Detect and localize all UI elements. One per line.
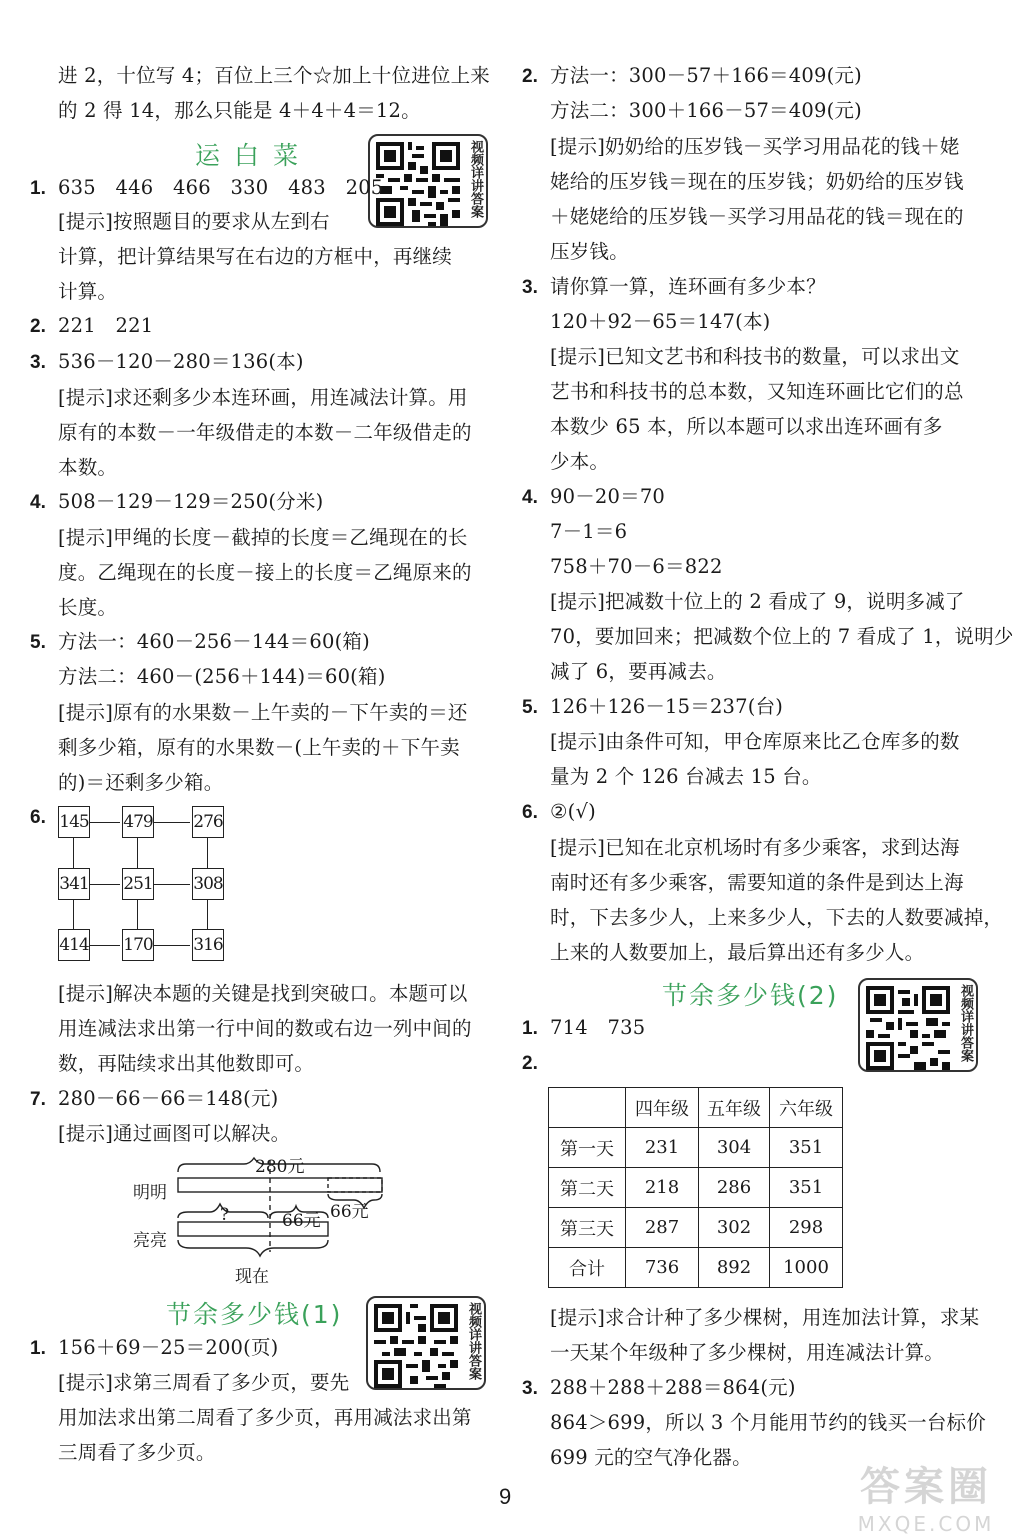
q4-number: 4. bbox=[30, 492, 46, 513]
table-cell: 合计 bbox=[549, 1248, 626, 1288]
table-cell: 第二天 bbox=[549, 1168, 626, 1208]
r-q4-number: 4. bbox=[522, 487, 538, 508]
r-q6-number: 6. bbox=[522, 802, 538, 823]
grid-cell: 341 bbox=[58, 868, 90, 900]
r-q4-hint-2: 70，要加回来；把减数个位上的 7 看成了 1，说明少 bbox=[550, 625, 1014, 648]
r-q5-hint-2: 量为 2 个 126 台减去 15 台。 bbox=[550, 765, 822, 788]
q4-hint-3: 长度。 bbox=[58, 596, 118, 619]
table-cell: 286 bbox=[699, 1168, 770, 1208]
s2-q1-hint-2: 用加法求出第二周看了多少页，再用减法求出第 bbox=[58, 1406, 472, 1429]
r-q2-hint-3: ＋姥姥给的压岁钱－买学习用品花的钱＝现在的 bbox=[550, 205, 964, 228]
q5-hint-1: [提示]原有的水果数－上午卖的－下午卖的＝还 bbox=[58, 701, 468, 724]
r-q6-hint-2: 南时还有多少乘客，需要知道的条件是到达上海 bbox=[550, 871, 964, 894]
s2-q1-number: 1. bbox=[30, 1338, 46, 1359]
q4-answer: 508－129－129＝250(分米) bbox=[58, 490, 324, 513]
q6-hint-1: [提示]解决本题的关键是找到突破口。本题可以 bbox=[58, 982, 468, 1005]
r-q4-line-2: 7－1＝6 bbox=[550, 520, 628, 543]
table-cell: 1000 bbox=[770, 1248, 843, 1288]
q5-hint-2: 剩多少箱，原有的水果数－(上午卖的＋下午卖 bbox=[58, 736, 460, 759]
q6-number: 6. bbox=[30, 807, 46, 828]
r-q4-line-3: 758＋70－6＝822 bbox=[550, 555, 723, 578]
qr-code-1[interactable] bbox=[368, 134, 488, 228]
diagram-row-mingming: 明明 bbox=[133, 1183, 167, 1203]
r-q6-answer: ②(√) bbox=[550, 800, 596, 823]
grid-connector bbox=[154, 945, 190, 946]
r-q4-hint-3: 减了 6，要再减去。 bbox=[550, 660, 727, 683]
s3-q1-number: 1. bbox=[522, 1018, 538, 1039]
q5-hint-3: 的)＝还剩多少箱。 bbox=[58, 771, 224, 794]
r-q4-line-1: 90－20＝70 bbox=[550, 485, 666, 508]
table-cell: 第一天 bbox=[549, 1128, 626, 1168]
r-q3-answer: 120＋92－65＝147(本) bbox=[550, 310, 771, 333]
q1-hint-1: [提示]按照题目的要求从左到右 bbox=[58, 210, 330, 233]
table-header-cell: 四年级 bbox=[626, 1088, 699, 1128]
section-title-saving-2: 节余多少钱(2) bbox=[662, 981, 839, 1010]
r-q2-hint-2: 姥给的压岁钱＝现在的压岁钱；奶奶给的压岁钱 bbox=[550, 170, 964, 193]
grid-cell: 145 bbox=[58, 806, 90, 838]
q5-number: 5. bbox=[30, 632, 46, 653]
qr-caption: 视频详讲答案 bbox=[958, 984, 973, 1062]
table-header-cell bbox=[549, 1088, 626, 1128]
qr-code-2[interactable] bbox=[366, 1296, 486, 1390]
section-title-yun-bai-cai: 运白菜 bbox=[195, 141, 313, 170]
diagram-right-label: 66元 bbox=[330, 1202, 369, 1222]
r-q3-hint-4: 少本。 bbox=[550, 450, 610, 473]
s3-q2-hint-2: 一天某个年级种了多少棵树，用连减法计算。 bbox=[550, 1341, 945, 1364]
grid-connector bbox=[207, 900, 208, 930]
grid-connector bbox=[154, 884, 190, 885]
table-cell: 351 bbox=[770, 1128, 843, 1168]
s3-q2-number: 2. bbox=[522, 1053, 538, 1074]
r-q3-question: 请你算一算，连环画有多少本？ bbox=[550, 275, 826, 298]
page-number: 9 bbox=[499, 1484, 512, 1509]
s3-q3-line-3: 699 元的空气净化器。 bbox=[550, 1446, 752, 1469]
q7-answer: 280－66－66＝148(元) bbox=[58, 1087, 279, 1110]
grid-connector bbox=[90, 945, 120, 946]
r-q2-hint-4: 压岁钱。 bbox=[550, 240, 629, 263]
q6-hint-2: 用连减法求出第一行中间的数或右边一列中间的 bbox=[58, 1017, 472, 1040]
table-cell: 231 bbox=[626, 1128, 699, 1168]
watermark-logo bbox=[846, 1455, 1006, 1536]
q2-number: 2. bbox=[30, 316, 46, 337]
r-q6-hint-3: 时，下去多少人，上来多少人，下去的人数要减掉， bbox=[550, 906, 1004, 929]
r-q5-hint-1: [提示]由条件可知，甲仓库原来比乙仓库多的数 bbox=[550, 730, 960, 753]
grid-cell: 479 bbox=[122, 806, 154, 838]
intro-line-1: 进 2，十位写 4；百位上三个☆加上十位进位上来 bbox=[58, 64, 491, 87]
grid-connector bbox=[137, 838, 138, 868]
s2-q1-hint-1: [提示]求第三周看了多少页，要先 bbox=[58, 1371, 350, 1394]
table-row bbox=[549, 1248, 843, 1288]
s3-q3-line-1: 288＋288＋288＝864(元) bbox=[550, 1376, 796, 1399]
table-header-cell: 五年级 bbox=[699, 1088, 770, 1128]
q3-hint-1: [提示]求还剩多少本连环画，用连减法计算。用 bbox=[58, 386, 468, 409]
table-cell: 第三天 bbox=[549, 1208, 626, 1248]
grid-connector bbox=[73, 900, 74, 930]
s3-q2-hint-1: [提示]求合计种了多少棵树，用连加法计算，求某 bbox=[550, 1306, 980, 1329]
q3-number: 3. bbox=[30, 352, 46, 373]
table-row bbox=[549, 1168, 843, 1208]
qr-icon bbox=[866, 986, 950, 1070]
intro-line-2: 的 2 得 14，那么只能是 4＋4＋4＝12。 bbox=[58, 99, 421, 122]
tree-planting-table bbox=[548, 1087, 843, 1288]
grid-connector bbox=[73, 838, 74, 868]
qr-icon bbox=[374, 1304, 458, 1388]
q1-answer: 635 446 466 330 483 205 bbox=[58, 176, 384, 199]
r-q5-number: 5. bbox=[522, 697, 538, 718]
s2-q1-hint-3: 三周看了多少页。 bbox=[58, 1441, 216, 1464]
r-q6-hint-4: 上来的人数要加上，最后算出还有多少人。 bbox=[550, 941, 925, 964]
q7-number: 7. bbox=[30, 1089, 46, 1110]
table-cell: 218 bbox=[626, 1168, 699, 1208]
grid-cell: 414 bbox=[58, 929, 90, 961]
q1-number: 1. bbox=[30, 178, 46, 199]
r-q4-hint-1: [提示]把减数十位上的 2 看成了 9，说明多减了 bbox=[550, 590, 965, 613]
q1-hint-2: 计算，把计算结果写在右边的方框中，再继续 bbox=[58, 245, 453, 268]
qr-caption: 视频详讲答案 bbox=[466, 1302, 481, 1380]
grid-connector bbox=[90, 884, 120, 885]
q3-hint-3: 本数。 bbox=[58, 456, 118, 479]
table-cell: 287 bbox=[626, 1208, 699, 1248]
r-q2-number: 2. bbox=[522, 66, 538, 87]
r-q2-hint-1: [提示]奶奶给的压岁钱－买学习用品花的钱＋姥 bbox=[550, 135, 960, 158]
r-q3-number: 3. bbox=[522, 277, 538, 298]
grid-cell: 316 bbox=[192, 929, 224, 961]
section-title-saving-1: 节余多少钱(1) bbox=[166, 1300, 343, 1329]
table-header-cell: 六年级 bbox=[770, 1088, 843, 1128]
q2-answer: 221 221 bbox=[58, 314, 154, 337]
q4-hint-2: 度。乙绳现在的长度－接上的长度＝乙绳原来的 bbox=[58, 561, 472, 584]
r-q2-method-1: 方法一：300－57＋166＝409(元) bbox=[550, 64, 862, 87]
diagram-mid-label: 66元 bbox=[282, 1211, 321, 1231]
diagram-row-liangliang: 亮亮 bbox=[133, 1231, 167, 1251]
q5-method-2: 方法二：460－(256＋144)＝60(箱) bbox=[58, 665, 386, 688]
s3-q3-line-2: 864＞699，所以 3 个月能用节约的钱买一台标价 bbox=[550, 1411, 986, 1434]
grid-cell: 276 bbox=[192, 806, 224, 838]
watermark-top: 答案圈 bbox=[860, 1464, 992, 1510]
s3-q1-answer: 714 735 bbox=[550, 1016, 646, 1039]
grid-connector bbox=[90, 822, 120, 823]
q6-hint-3: 数，再陆续求出其他数即可。 bbox=[58, 1052, 315, 1075]
table-cell: 304 bbox=[699, 1128, 770, 1168]
r-q3-hint-3: 本数少 65 本，所以本题可以求出连环画有多 bbox=[550, 415, 943, 438]
grid-cell: 308 bbox=[192, 868, 224, 900]
diagram-bottom-label: 现在 bbox=[235, 1267, 269, 1287]
table-row bbox=[549, 1128, 843, 1168]
table-cell: 351 bbox=[770, 1168, 843, 1208]
table-cell: 302 bbox=[699, 1208, 770, 1248]
q1-hint-3: 计算。 bbox=[58, 280, 118, 303]
q3-hint-2: 原有的本数－一年级借走的本数－二年级借走的 bbox=[58, 421, 472, 444]
r-q6-hint-1: [提示]已知在北京机场时有多少乘客，求到达海 bbox=[550, 836, 960, 859]
grid-connector bbox=[137, 900, 138, 930]
grid-connector bbox=[207, 838, 208, 868]
r-q3-hint-2: 艺书和科技书的总本数，又知连环画比它们的总 bbox=[550, 380, 964, 403]
qr-icon bbox=[376, 142, 460, 226]
grid-cell: 170 bbox=[122, 929, 154, 961]
q7-hint-1: [提示]通过画图可以解决。 bbox=[58, 1122, 291, 1145]
s3-q3-number: 3. bbox=[522, 1378, 538, 1399]
grid-cell: 251 bbox=[122, 868, 154, 900]
diagram-total-label: 280元 bbox=[255, 1157, 305, 1177]
q4-hint-1: [提示]甲绳的长度－截掉的长度＝乙绳现在的长 bbox=[58, 526, 468, 549]
table-cell: 892 bbox=[699, 1248, 770, 1288]
watermark-bottom: MXQE.COM bbox=[857, 1512, 995, 1536]
r-q2-method-2: 方法二：300＋166－57＝409(元) bbox=[550, 99, 862, 122]
qr-code-3[interactable] bbox=[858, 978, 978, 1072]
r-q3-hint-1: [提示]已知文艺书和科技书的数量，可以求出文 bbox=[550, 345, 960, 368]
table-cell: 298 bbox=[770, 1208, 843, 1248]
table-cell: 736 bbox=[626, 1248, 699, 1288]
grid-connector bbox=[154, 822, 190, 823]
q3-answer: 536－120－280＝136(本) bbox=[58, 350, 304, 373]
qr-caption: 视频详讲答案 bbox=[468, 140, 483, 218]
s2-q1-answer: 156＋69－25＝200(页) bbox=[58, 1336, 279, 1359]
diagram-question-mark: ? bbox=[220, 1205, 230, 1225]
table-row bbox=[549, 1208, 843, 1248]
r-q5-answer: 126＋126－15＝237(台) bbox=[550, 695, 784, 718]
q5-method-1: 方法一：460－256－144＝60(箱) bbox=[58, 630, 370, 653]
